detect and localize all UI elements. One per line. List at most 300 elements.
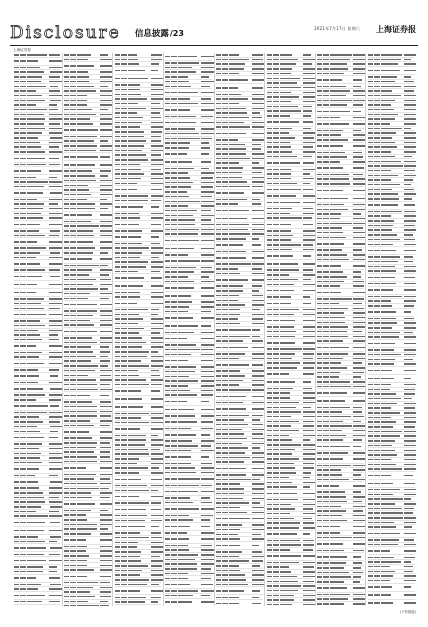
table-cell [70, 310, 76, 312]
table-cell [128, 542, 138, 544]
table-cell [64, 104, 69, 106]
table-cell [100, 351, 109, 353]
table-cell [171, 271, 177, 273]
table-cell [27, 137, 39, 139]
table-cell [252, 512, 265, 514]
table-cell [100, 284, 113, 286]
table-cell [151, 551, 164, 553]
table-cell [216, 347, 221, 349]
table-cell [115, 422, 120, 424]
table-cell [201, 440, 214, 442]
table-cell [121, 509, 127, 511]
table-cell [20, 224, 26, 226]
table-cell [64, 415, 69, 417]
table-row [14, 289, 61, 297]
table-cell [216, 273, 221, 275]
table-cell [14, 252, 19, 254]
table-cell [20, 132, 26, 134]
table-row [14, 190, 61, 198]
table-cell [252, 144, 262, 146]
table-cell [178, 545, 187, 547]
table-cell [151, 532, 162, 534]
table-cell [20, 71, 26, 73]
table-cell [14, 203, 19, 205]
table-cell [14, 230, 19, 232]
table-cell [171, 349, 177, 351]
table-cell [14, 269, 19, 271]
table-cell [49, 571, 56, 573]
table-cell [14, 54, 19, 56]
table-cell [201, 394, 213, 396]
table-cell [171, 215, 177, 217]
table-cell [201, 62, 214, 64]
table-cell [14, 90, 19, 92]
table-cell [252, 518, 264, 520]
table-cell [14, 426, 19, 428]
table-cell [128, 375, 140, 377]
table-cell [222, 443, 228, 445]
table-cell [27, 298, 45, 300]
table-cell [178, 472, 196, 474]
table-cell [121, 453, 127, 455]
table-cell [64, 447, 69, 449]
table-cell [216, 177, 221, 179]
table-cell [121, 318, 127, 320]
table-cell [252, 122, 265, 124]
table-cell [77, 288, 98, 290]
table-cell [165, 601, 170, 603]
table-cell [50, 506, 63, 508]
table-cell [128, 136, 144, 138]
table-cell [128, 406, 143, 408]
table-cell [70, 95, 76, 97]
table-cell [222, 139, 228, 141]
table-cell [49, 314, 62, 316]
table-cell [27, 186, 45, 188]
table-cell [115, 59, 120, 61]
table-cell [49, 492, 62, 494]
table-cell [115, 417, 120, 419]
table-cell [201, 538, 214, 540]
table-cell [222, 295, 228, 297]
table-cell [165, 219, 170, 221]
table-cell [252, 233, 265, 235]
table-cell [100, 337, 113, 339]
table-cell [222, 73, 228, 75]
table-cell [201, 385, 214, 387]
table-cell [128, 285, 143, 287]
table-cell [64, 304, 69, 306]
table-cell [20, 217, 26, 219]
table-cell [201, 595, 210, 597]
table-cell [201, 76, 209, 78]
table-cell [64, 185, 69, 187]
table-cell [216, 79, 221, 81]
table-row [216, 542, 263, 550]
table-cell [64, 76, 69, 78]
table-cell [14, 76, 19, 78]
table-cell [171, 450, 177, 452]
table-cell [64, 235, 69, 237]
table-cell [216, 424, 221, 426]
table-cell [64, 375, 69, 377]
table-cell [64, 194, 69, 196]
table-row [14, 238, 61, 246]
table-cell [100, 59, 113, 61]
table-cell [20, 369, 26, 371]
table-cell [20, 314, 26, 316]
table-cell [216, 384, 221, 386]
table-cell [20, 522, 26, 524]
table-cell [49, 54, 59, 56]
table-cell [14, 213, 19, 215]
table-cell [121, 370, 127, 372]
table-cell [222, 370, 228, 372]
table-cell [178, 224, 195, 226]
table-row [14, 373, 61, 381]
table-cell [165, 147, 170, 149]
table-cell [70, 54, 76, 56]
table-cell [100, 375, 111, 377]
table-cell [77, 406, 97, 408]
table-cell [303, 189, 313, 191]
table-cell [14, 394, 19, 396]
table-cell [165, 349, 170, 351]
table-cell [121, 467, 127, 469]
table-cell [171, 248, 177, 250]
table-cell [229, 224, 249, 226]
table-grid [12, 53, 416, 606]
table-row [115, 396, 162, 404]
table-cell [20, 257, 26, 259]
table-cell [171, 201, 177, 203]
table-cell [100, 546, 112, 548]
table-cell [222, 512, 228, 514]
table-cell [216, 570, 221, 572]
table-cell [151, 526, 160, 528]
table-cell [70, 293, 76, 295]
table-cell [49, 462, 62, 464]
table-cell [273, 110, 279, 112]
table-cell [121, 351, 127, 353]
table-cell [20, 100, 26, 102]
table-cell [229, 529, 240, 531]
table-cell [70, 375, 76, 377]
table-cell [171, 62, 177, 64]
table-cell [14, 541, 19, 543]
table-cell [64, 384, 69, 386]
table-cell [128, 502, 150, 504]
table-cell [121, 189, 127, 191]
table-cell [77, 510, 91, 512]
table-cell [115, 556, 120, 558]
table-cell [178, 538, 189, 540]
table-cell [171, 440, 177, 442]
table-cell [128, 140, 147, 142]
table-cell [49, 588, 62, 590]
table-cell [121, 439, 127, 441]
table-cell [64, 582, 69, 584]
table-cell [128, 472, 139, 474]
table-cell [171, 472, 177, 474]
table-cell [115, 551, 120, 553]
table-cell [216, 529, 221, 531]
table-cell [50, 481, 62, 483]
table-cell [178, 271, 194, 273]
table-cell [70, 550, 76, 552]
table-cell [252, 507, 265, 509]
table-cell [201, 172, 214, 174]
table-cell [201, 371, 214, 373]
table-cell [280, 156, 298, 158]
table-cell [77, 76, 89, 78]
table-cell [165, 205, 170, 207]
table-cell [27, 177, 36, 179]
table-cell [151, 337, 164, 339]
table-row [14, 260, 61, 268]
table-cell [49, 213, 62, 215]
table-cell [222, 479, 228, 481]
table-cell [280, 87, 301, 89]
table-cell [201, 568, 211, 570]
table-cell [70, 175, 76, 177]
table-cell [178, 260, 200, 262]
table-cell [229, 408, 246, 410]
table-cell [201, 219, 211, 221]
table-cell [115, 542, 120, 544]
table-cell [273, 195, 279, 197]
table-cell [222, 461, 228, 463]
table-cell [151, 296, 164, 298]
table-cell [64, 601, 69, 603]
table-cell [14, 601, 19, 603]
table-cell [77, 164, 95, 166]
table-cell [77, 100, 87, 102]
table-cell [178, 219, 195, 221]
table-cell [229, 419, 244, 421]
table-cell [77, 230, 93, 232]
table-cell [128, 560, 141, 562]
table-row [115, 587, 162, 595]
table-cell [128, 309, 148, 311]
table-cell [267, 78, 272, 80]
table-cell [77, 478, 94, 480]
table-cell [216, 263, 221, 265]
table-cell [165, 595, 170, 597]
table-cell [121, 590, 127, 592]
table-cell [27, 164, 47, 166]
table-cell [100, 221, 113, 223]
table-cell [70, 129, 76, 131]
table-cell [50, 426, 63, 428]
table-cell [171, 332, 177, 334]
table-cell [50, 276, 60, 278]
table-cell [222, 534, 228, 536]
table-cell [70, 71, 76, 73]
table-cell [171, 428, 177, 430]
table-cell [128, 169, 142, 171]
table-cell [115, 351, 120, 353]
table-cell [50, 584, 62, 586]
table-cell [27, 421, 43, 423]
table-cell [64, 431, 69, 433]
table-cell [151, 117, 162, 119]
table-cell [64, 65, 69, 67]
table-cell [165, 196, 170, 198]
table-cell [229, 177, 242, 179]
table-cell [216, 304, 221, 306]
table-cell [49, 601, 59, 603]
table-cell [20, 405, 26, 407]
table-cell [49, 497, 59, 499]
table-cell [121, 108, 127, 110]
table-cell [178, 138, 200, 140]
table-cell [70, 203, 76, 205]
table-cell [115, 236, 120, 238]
table-cell [27, 536, 39, 538]
table-cell [27, 146, 41, 148]
table-cell [267, 137, 272, 139]
table-cell [27, 276, 43, 278]
table-cell [273, 156, 279, 158]
table-cell [128, 98, 147, 100]
table-cell [216, 493, 221, 495]
table-cell [27, 448, 40, 450]
table-cell [252, 257, 265, 259]
table-cell [70, 533, 76, 535]
table-cell [14, 457, 19, 459]
table-cell [151, 439, 164, 441]
table-cell [165, 229, 170, 231]
table-cell [77, 252, 93, 254]
table-cell [171, 276, 177, 278]
table-cell [115, 277, 120, 279]
table-cell [252, 498, 265, 500]
table-cell [216, 389, 221, 391]
table-cell [303, 137, 314, 139]
table-cell [273, 169, 279, 171]
table-cell [280, 128, 293, 130]
table-cell [100, 203, 113, 205]
table-cell [14, 325, 19, 327]
table-cell [165, 332, 170, 334]
table-row [115, 274, 162, 282]
table-cell [77, 324, 94, 326]
table-cell [171, 519, 177, 521]
table-cell [128, 590, 140, 592]
table-cell [100, 503, 113, 505]
table-cell [229, 512, 247, 514]
table-cell [115, 252, 120, 254]
table-cell [115, 261, 120, 263]
table-cell [64, 241, 69, 243]
table-cell [229, 380, 243, 382]
table-cell [222, 551, 228, 553]
table-cell [222, 419, 228, 421]
table-cell [229, 133, 246, 135]
table-cell [252, 117, 262, 119]
table-cell [201, 306, 214, 308]
table-cell [165, 109, 170, 111]
table-cell [216, 518, 221, 520]
table-cell [128, 449, 149, 451]
table-cell [280, 106, 299, 108]
table-cell [27, 247, 47, 249]
table-cell [121, 422, 127, 424]
table-cell [216, 545, 221, 547]
table-cell [20, 284, 26, 286]
table-cell [27, 303, 41, 305]
table-cell [128, 112, 138, 114]
table-cell [303, 178, 314, 180]
table-cell [20, 530, 26, 532]
table-cell [64, 129, 69, 131]
table-cell [171, 515, 177, 517]
table-cell [201, 56, 214, 58]
table-cell [171, 421, 177, 423]
table-cell [70, 86, 76, 88]
table-cell [165, 371, 170, 373]
table-cell [64, 550, 69, 552]
table-row [216, 207, 263, 215]
table-cell [222, 538, 228, 540]
table-cell [100, 279, 111, 281]
table-row [14, 544, 61, 552]
table-cell [165, 281, 170, 283]
table-cell [303, 195, 316, 197]
table-cell [229, 304, 245, 306]
table-cell [216, 94, 221, 96]
table-cell [201, 508, 214, 510]
table-cell [115, 98, 120, 100]
table-cell [49, 109, 57, 111]
table-cell [49, 263, 62, 265]
table-cell [171, 147, 177, 149]
table-cell [77, 524, 97, 526]
table-cell [303, 151, 316, 153]
table-cell [115, 458, 120, 460]
table-cell [216, 483, 221, 485]
table-cell [27, 330, 39, 332]
table-cell [121, 356, 127, 358]
table-cell [201, 128, 214, 130]
table-cell [100, 199, 107, 201]
table-cell [100, 420, 113, 422]
table-cell [100, 519, 113, 521]
table-cell [70, 514, 76, 516]
table-cell [229, 309, 240, 311]
table-cell [151, 247, 164, 249]
table-cell [64, 451, 69, 453]
table-cell [151, 435, 159, 437]
table-cell [178, 122, 196, 124]
table-cell [229, 268, 238, 270]
table-cell [151, 309, 160, 311]
table-row [64, 392, 111, 400]
table-row [165, 245, 212, 253]
table-cell [252, 396, 265, 398]
table-cell [252, 273, 265, 275]
table-cell [14, 547, 19, 549]
table-cell [252, 574, 265, 576]
table-cell [171, 128, 177, 130]
table-cell [216, 192, 221, 194]
table-cell [128, 556, 140, 558]
table-row [165, 53, 212, 61]
table-cell [49, 437, 58, 439]
table-cell [178, 532, 187, 534]
table-cell [115, 224, 120, 226]
